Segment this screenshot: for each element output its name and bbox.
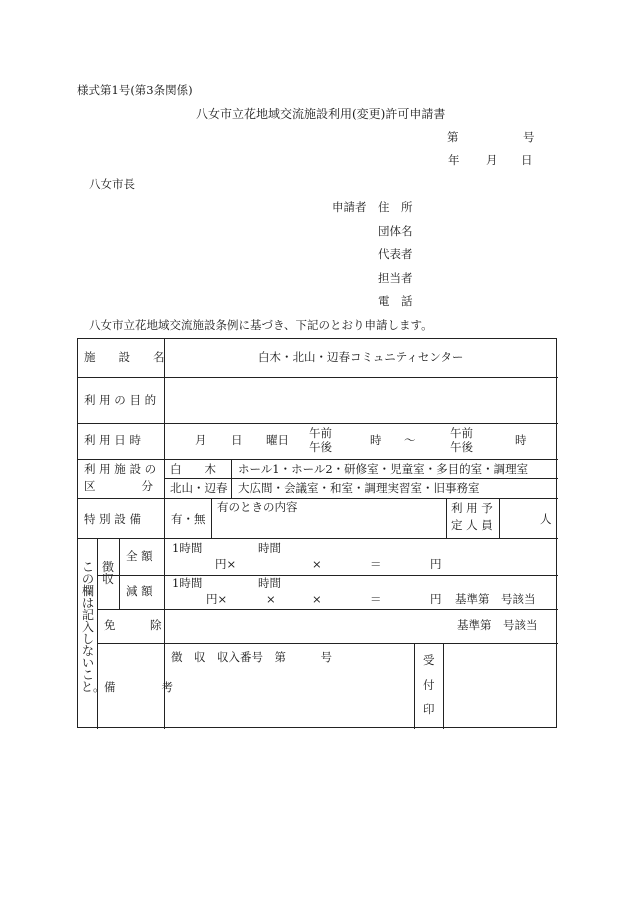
date-month: 月: [486, 153, 498, 167]
reduced-amount-label: 減 額: [126, 584, 153, 598]
exemption-basis: 基準第 号該当: [457, 618, 538, 632]
office-use-note: この欄は記入しないこと。: [81, 560, 106, 694]
expected-users-unit: 人: [540, 512, 552, 526]
start-hour: 時: [370, 433, 382, 447]
end-am: 午前: [450, 426, 473, 440]
applicant-phone-label: 電 話: [378, 294, 413, 308]
full-amount-label: 全 額: [126, 549, 153, 563]
shiraki-rooms: ホール1・ホール2・研修室・児童室・多目的室・調理室: [238, 462, 529, 476]
start-pm: 午後: [309, 440, 332, 454]
facility-name-label: 施 設 名: [84, 350, 165, 364]
facility-use-label-line1: 利 用 施 設 の: [84, 462, 157, 476]
addressee: 八女市長: [89, 177, 135, 191]
datetime-day: 日: [231, 433, 243, 447]
purpose-label: 利 用 の 目 的: [84, 393, 157, 407]
start-am: 午前: [309, 426, 332, 440]
doc-number-prefix: 第: [447, 130, 459, 144]
receipt-char-3: 印: [423, 702, 435, 716]
datetime-month: 月: [195, 433, 207, 447]
special-equipment-yesno: 有・無: [171, 512, 206, 526]
notes-collection-number: 徴 収 収入番号 第 号: [171, 650, 332, 664]
reduced-yen-times: 円×: [206, 592, 228, 606]
application-form-table: [77, 338, 557, 728]
reduced-basis: 基準第 号該当: [455, 592, 536, 606]
kitayama-label: 北山・辺春: [170, 481, 228, 495]
receipt-char-2: 付: [423, 678, 435, 692]
date-year: 年: [448, 153, 460, 167]
datetime-tilde: ～: [404, 433, 416, 447]
exemption-label: 免 除: [104, 618, 162, 632]
full-hours: 時間: [258, 541, 281, 555]
reduced-one-hour: 1時間: [172, 576, 203, 590]
full-times: ×: [312, 557, 322, 571]
end-hour: 時: [515, 433, 527, 447]
expected-users-label-line2: 定 人 員: [451, 518, 493, 532]
reduced-yen: 円: [430, 592, 442, 606]
applicant-contact-label: 担当者: [378, 271, 413, 285]
doc-number-suffix: 号: [523, 130, 535, 144]
applicant-address-label: 住 所: [378, 200, 413, 214]
full-one-hour: 1時間: [172, 541, 203, 555]
form-number: 様式第1号(第3条関係): [77, 83, 193, 97]
expected-users-label-line1: 利 用 予: [451, 501, 493, 515]
intro-text: 八女市立花地域交流施設条例に基づき、下記のとおり申請します。: [89, 318, 433, 332]
form-title: 八女市立花地域交流施設利用(変更)許可申請書: [196, 107, 446, 121]
applicant-label: 申請者: [332, 200, 367, 214]
special-equipment-content-label: 有のときの内容: [217, 500, 298, 514]
collection-label: 徴収: [101, 560, 114, 586]
date-day: 日: [521, 153, 533, 167]
full-equals: ＝: [370, 557, 382, 571]
applicant-group-label: 団体名: [378, 224, 413, 238]
datetime-label: 利 用 日 時: [84, 433, 141, 447]
receipt-char-1: 受: [423, 653, 435, 667]
datetime-weekday: 曜日: [266, 433, 289, 447]
kitayama-rooms: 大広間・会議室・和室・調理実習室・旧事務室: [238, 481, 480, 495]
facility-use-label-line2: 区 分: [84, 479, 153, 493]
full-yen-times: 円×: [215, 557, 237, 571]
special-equipment-label: 特 別 設 備: [84, 512, 141, 526]
notes-label: 備 考: [104, 680, 173, 694]
shiraki-label: 白 木: [170, 462, 216, 476]
reduced-hours: 時間: [258, 576, 281, 590]
applicant-representative-label: 代表者: [378, 247, 413, 261]
full-yen: 円: [430, 557, 442, 571]
reduced-equals: ＝: [370, 592, 382, 606]
facility-name-value: 白木・北山・辺春コミュニティセンター: [258, 350, 464, 364]
reduced-times-2: ×: [312, 592, 322, 606]
end-pm: 午後: [450, 440, 473, 454]
reduced-times-1: ×: [266, 592, 276, 606]
